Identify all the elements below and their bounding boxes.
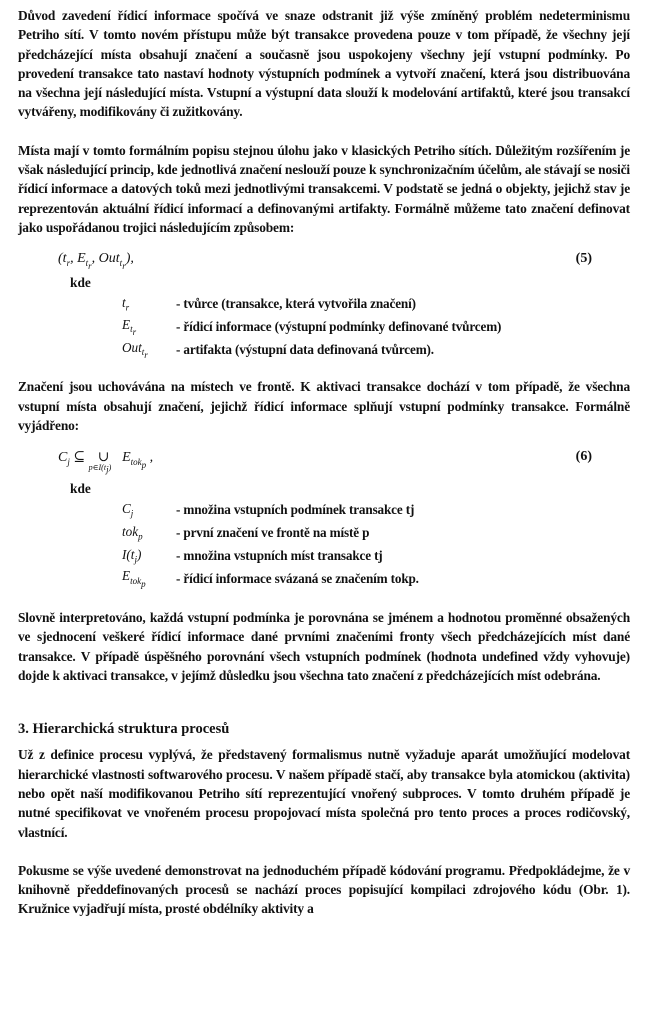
definition-text: - množina vstupních míst transakce tj (176, 547, 383, 563)
formula-5-expression: ($t_r$, $E_{t_r}$, Out$_{t_r}$), (58, 251, 134, 271)
formula-5-number: (5) (575, 251, 592, 267)
formula-6-number: (6) (575, 449, 592, 465)
definition-row (122, 567, 419, 590)
section-heading: 3. Hierarchická struktura procesů (18, 721, 230, 738)
definition-text: - řídicí informace (výstupní podmínky definované tvůrcem) (176, 318, 502, 334)
definition-text: - první značení ve frontě na místě p (176, 524, 370, 540)
definition-row (122, 315, 501, 338)
symbol-etokp: $E_{tok_p}$ (122, 568, 146, 589)
definition-text: - řídicí informace svázaná se značením tokp. (176, 570, 419, 586)
definitions-5 (122, 292, 501, 361)
paragraph-control-info: Důvod zavedení řídicí informace spočívá ve snaze odstranit již výše zmíněný problém nedeterminismu Petriho sítí. V tomto novém přístupu může být transakce provedena pouze v tom případě, že všechny její předcházející místa obsahují značení a současně jsou uspokojeny všechny její vstupní podmínky. Po provedení transakce tato nastaví hodnoty výstupních podmínek a vytvoří značení, která jsou distribuována na všechna její následující místa. Vstupní a výstupní data slouží k modelování artifaktů, které jsou transakcí vytvářeny, modifikovány či zužitkovány. (18, 8, 630, 120)
kde-label-5: kde (70, 275, 91, 291)
definition-row (122, 544, 419, 567)
symbol-tr: $t_r$ (122, 294, 130, 313)
kde-label-6: kde (70, 481, 91, 497)
definition-text: - artifakta (výstupní data definovaná tvůrcem). (176, 341, 434, 357)
symbol-tokp: tok$_p$ (122, 523, 143, 542)
definition-row (122, 292, 501, 315)
formula-6-expression: $C_j$ ⊆ ∪ $p\in I(t_j)$ $E_{tok_p}$ , (58, 450, 154, 475)
paragraph-example: Pokusme se výše uvedené demonstrovat na jednoduchém případě kódování programu. Předpokládejme, že v knihovně předdefinovaných procesů se nachází proces popisující kompilaci zdrojového kódu (Obr. 1). Kružnice vyjadřují místa, prosté obdélníky aktivity a (18, 862, 630, 917)
definitions-6 (122, 498, 419, 590)
paragraph-places: Místa mají v tomto formálním popisu stejnou úlohu jako v klasických Petriho sítích. Důležitým rozšířením je však následující princip, kde jednotlivá značení neslouží pouze k synchronizačním účelům, ale stávají se nosiči řídicí informace a datových toků mezi jednotlivými transakcemi. V podstatě se jedná o objekty, jejichž stav je reprezentován aktuální řídicí informací a definovanými artifakty. Formálně můžeme tato značení definovat jako uspořádanou trojici následujícím způsobem: (18, 142, 630, 235)
paragraph-interpretation: Slovně interpretováno, každá vstupní podmínka je porovnána se jménem a hodnotou proměnné obsažených ve sjednocení veškeré řídicí informace dané prvními značeními fronty všech předcházejících míst dané transakce. V případě úspěšného porovnání všech vstupních podmínek (hodnota undefined vždy vyhovuje) dojde k aktivaci transakce, v jejímž důsledku jsou všechna tato značení z předcházejících míst odebrána. (18, 610, 630, 684)
formula-6 (18, 449, 630, 479)
symbol-outtr: Out$_{t_r}$ (122, 339, 148, 360)
formula-5 (18, 251, 630, 273)
definition-text: - tvůrce (transakce, která vytvořila značení) (176, 295, 416, 311)
definition-row (122, 498, 419, 521)
definition-row (122, 338, 501, 361)
paragraph-queue: Značení jsou uchovávána na místech ve frontě. K aktivaci transakce dochází v tom případě, že všechna vstupní místa obsahují značení, jejichž řídicí informace splňují vstupní podmínky transakce. Formálně vyjádřeno: (18, 379, 630, 433)
symbol-cj: $C_j$ (122, 500, 134, 519)
symbol-itj: $I(t_j)$ (122, 546, 142, 565)
paragraph-hierarchy: Už z definice procesu vyplývá, že představený formalismus nutně vyžaduje aparát umožňující modelovat hierarchické vlastnosti softwarového procesu. V našem případě stačí, aby transakce byla atomickou (aktivita) nebo opět naší modifikovanou Petriho sítí reprezentující vnořený subproces. V tomto druhém případě je nutné specifikovat ve vnořeném procesu propojovací místa společná pro tento proces a proces rodičovský, vlastnící. (18, 747, 630, 840)
symbol-etr: $E_{t_r}$ (122, 316, 137, 337)
definition-text: - množina vstupních podmínek transakce tj (176, 501, 415, 517)
definition-row (122, 521, 419, 544)
document-page (18, 6, 630, 919)
